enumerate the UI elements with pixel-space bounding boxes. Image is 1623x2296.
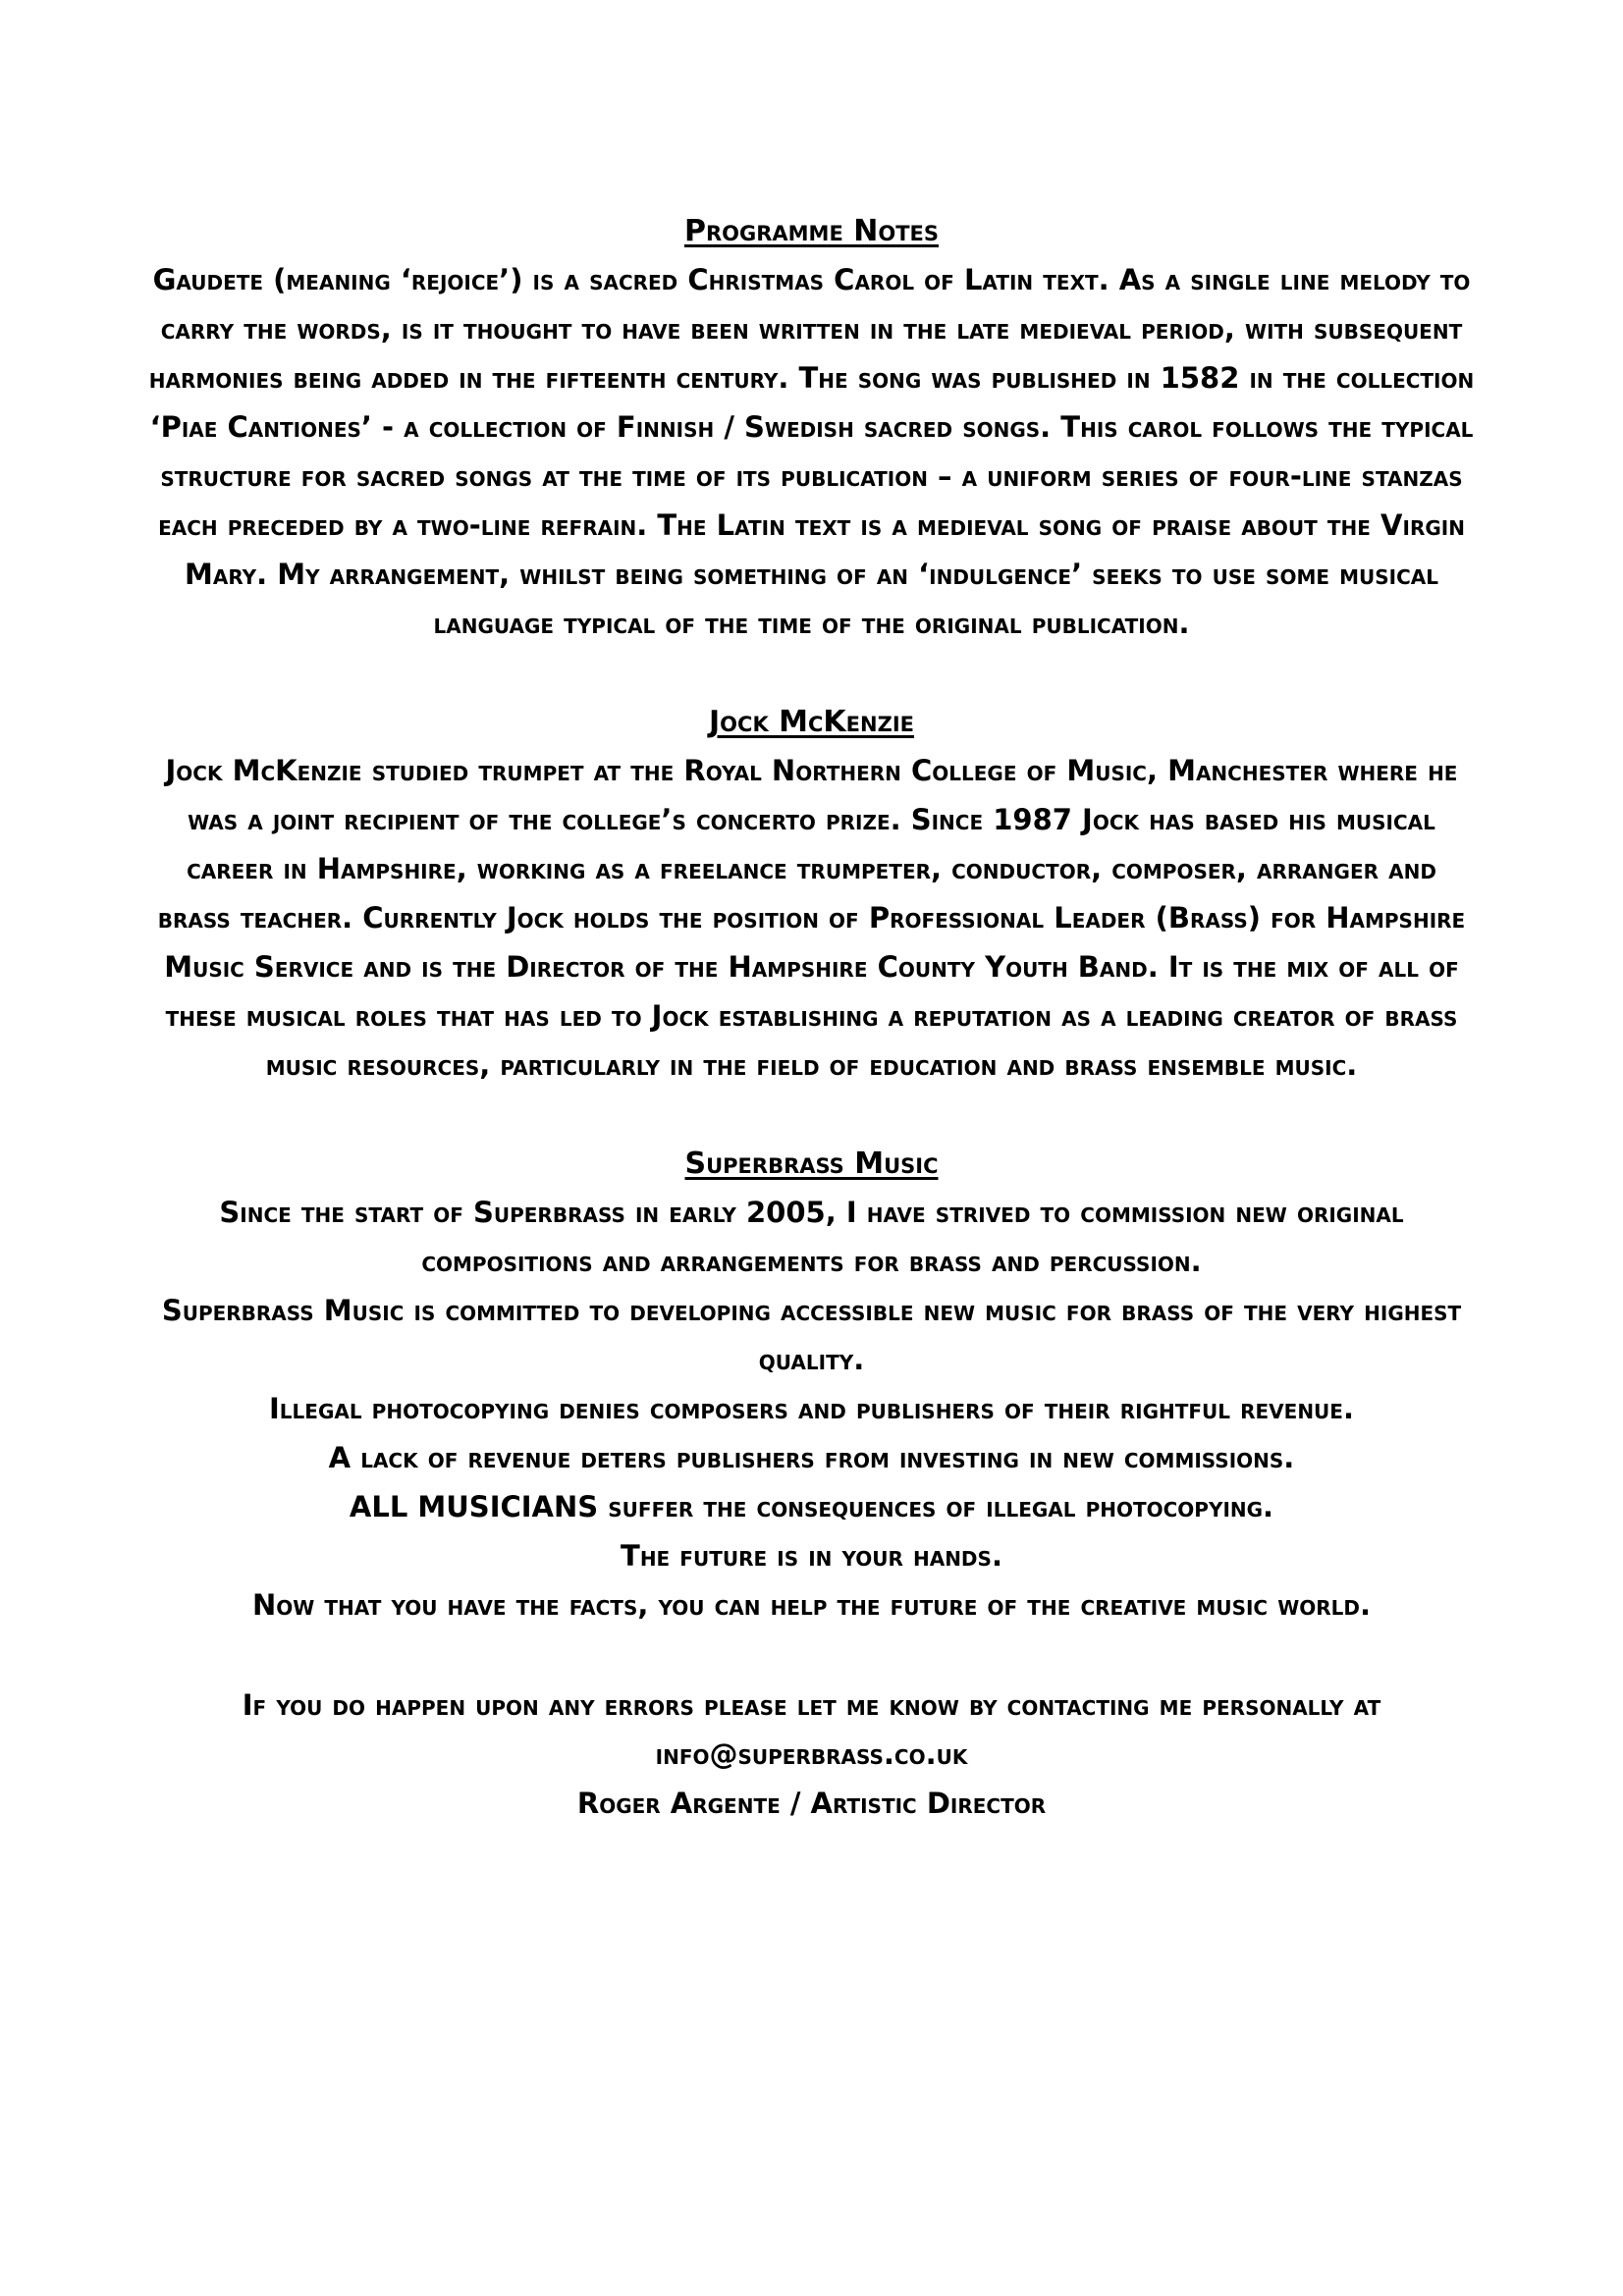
composer-section (147, 699, 1476, 1090)
publisher-section (147, 1141, 1476, 1629)
contact-line: If you do happen upon any errors please let me know by contacting me personally at (242, 1688, 1381, 1722)
programme-notes-title: Programme Notes (683, 214, 939, 248)
publisher-line-1: Since the start of Superbrass in early 2005, I have strived to commission new original compositions and arrangements for brass and percussion. (219, 1196, 1404, 1278)
publisher-line-2: Superbrass Music is committed to developing accessible new music for brass of the very highest quality. (161, 1294, 1462, 1376)
publisher-line-6: The future is in your hands. (621, 1539, 1002, 1573)
publisher-line-5 (147, 1482, 1476, 1531)
composer-title: Jock McKenzie (709, 705, 914, 739)
publisher-line-3: Illegal photocopying denies composers and publishers of their rightful revenue. (269, 1392, 1354, 1425)
publisher-line-5-rest: suffer the consequences of illegal photocopying. (598, 1490, 1274, 1523)
section-spacer (147, 648, 1476, 699)
section-spacer (147, 1629, 1476, 1681)
contact-section (147, 1681, 1476, 1828)
publisher-line-7: Now that you have the facts, you can help the future of the creative music world. (251, 1588, 1372, 1622)
programme-notes-body: Gaudete (meaning ‘rejoice’) is a sacred Christmas Carol of Latin text. As a single line melody to carry the words, is it thought to have been written in the late medieval period, with subsequent harmonies being added in the fifteenth century. The song was published in 1582 in the collection ‘Piae Cantiones’ - a collection of Finnish / Swedish sacred songs. This carol follows the typical structure for sacred songs at the time of its publication – a uniform series of four-line stanzas each preceded by a two-line refrain. The Latin text is a medieval song of praise about the Virgin Mary. My arrangement, whilst being something of an ‘indulgence’ seeks to use some musical language typical of the time of the original publication. (148, 263, 1475, 640)
publisher-title: Superbrass Music (684, 1147, 939, 1181)
all-musicians-emphasis: ALL MUSICIANS (349, 1490, 599, 1523)
signature: Roger Argente / Artistic Director (576, 1787, 1047, 1820)
composer-body: Jock McKenzie studied trumpet at the Royal Northern College of Music, Manchester where he was a joint recipient of the college’s concerto prize. Since 1987 Jock has based his musical career in Hampshire, working as a freelance trumpeter, conductor, composer, arranger and brass teacher. Currently Jock holds the position of Professional Leader (Brass) for Hampshire Music Service and is the Director of the Hampshire County Youth Band. It is the mix of all of these musical roles that has led to Jock establishing a reputation as a leading creator of brass music resources, particularly in the field of education and brass ensemble music. (157, 754, 1466, 1082)
publisher-line-4: A lack of revenue deters publishers from investing in new commissions. (328, 1441, 1295, 1474)
programme-notes-section (147, 208, 1476, 648)
section-spacer (147, 1090, 1476, 1141)
document-page (147, 208, 1476, 1828)
contact-email: info@superbrass.co.uk (655, 1737, 968, 1771)
